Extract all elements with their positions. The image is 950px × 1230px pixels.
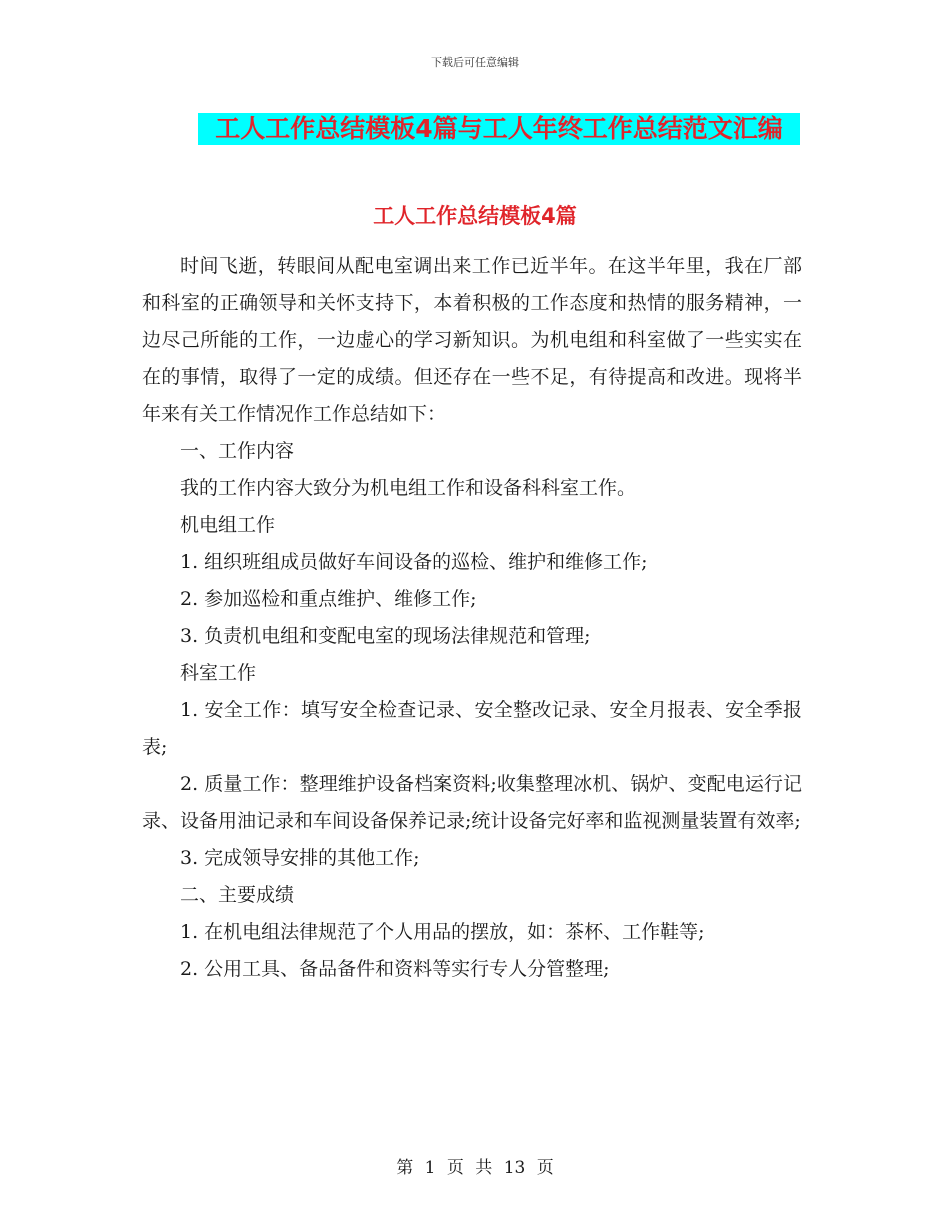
list-item: 3. 负责机电组和变配电室的现场法律规范和管理; bbox=[180, 625, 591, 647]
subheading-mechanical-group: 机电组工作 bbox=[180, 514, 276, 536]
list-item: 3. 完成领导安排的其他工作; bbox=[180, 847, 420, 869]
list-item: 2. 质量工作：整理维护设备档案资料;收集整理冰机、锅炉、变配电运行记录、设备用油记录和车间设备保养记录;统计设备完好率和监视测量装置有效率; bbox=[142, 773, 802, 832]
page-number-footer: 第 1 页 共 13 页 bbox=[396, 1158, 554, 1178]
paragraph-intro: 时间飞逝，转眼间从配电室调出来工作已近半年。在这半年里，我在厂部和科室的正确领导和关怀支持下，本着积极的工作态度和热情的服务精神，一边尽己所能的工作，一边虚心的学习新知识。为机电组和科室做了一些实实在在的事情，取得了一定的成绩。但还存在一些不足，有待提高和改进。现将半年来有关工作情况作工作总结如下： bbox=[142, 255, 802, 425]
list-item: 2. 公用工具、备品备件和资料等实行专人分管整理; bbox=[180, 958, 610, 980]
header-note: 下载后可任意编辑 bbox=[431, 56, 519, 69]
list-item: 1. 组织班组成员做好车间设备的巡检、维护和维修工作; bbox=[180, 551, 648, 573]
list-item: 2. 参加巡检和重点维护、维修工作; bbox=[180, 588, 477, 610]
paragraph: 我的工作内容大致分为机电组工作和设备科科室工作。 bbox=[180, 477, 637, 499]
heading-main-achievements: 二、主要成绩 bbox=[180, 884, 295, 906]
document-body bbox=[142, 248, 802, 988]
heading-work-content: 一、工作内容 bbox=[180, 440, 295, 462]
section-title: 工人工作总结模板4篇 bbox=[373, 204, 577, 228]
list-item: 1. 在机电组法律规范了个人用品的摆放，如：茶杯、工作鞋等; bbox=[180, 921, 705, 943]
document-title: 工人工作总结模板4篇与工人年终工作总结范文汇编 bbox=[198, 113, 800, 145]
list-item: 1. 安全工作：填写安全检查记录、安全整改记录、安全月报表、安全季报表; bbox=[142, 699, 802, 758]
subheading-office-work: 科室工作 bbox=[180, 662, 257, 684]
